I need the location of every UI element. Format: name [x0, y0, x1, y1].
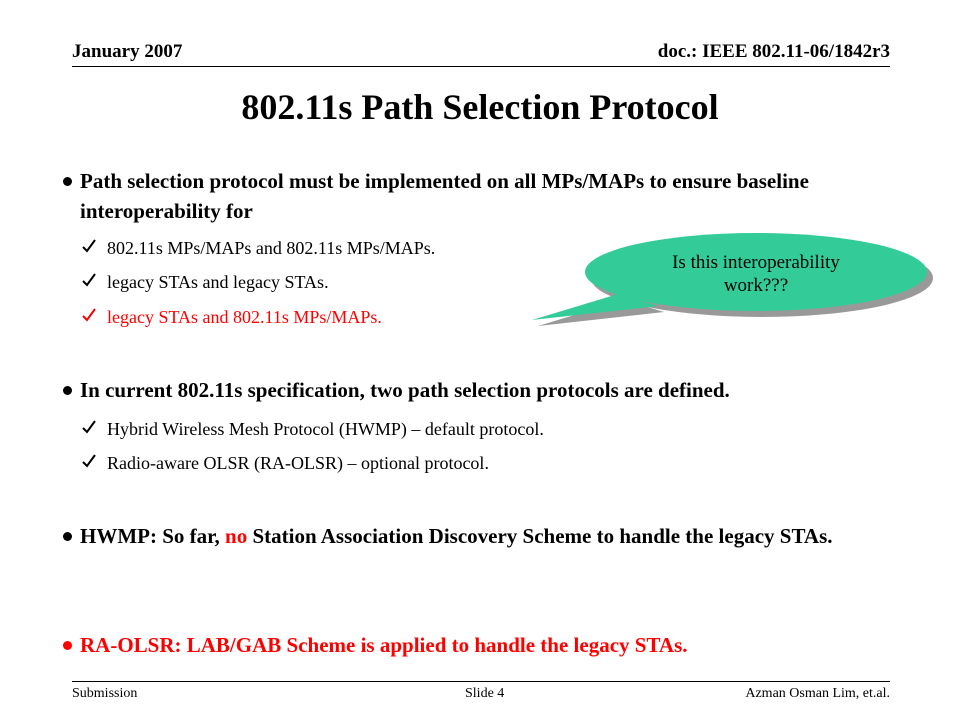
bullet-text: Path selection protocol must be implemented on all MPs/MAPs to ensure baseline interoperability for [80, 169, 809, 223]
sub-bullet-text: legacy STAs and legacy STAs. [107, 272, 329, 292]
bullet-hwmp [80, 521, 900, 551]
callout-text-line1: Is this interoperability [672, 252, 840, 273]
sub-bullet-text: Radio-aware OLSR (RA-OLSR) – optional protocol. [107, 453, 489, 473]
sub-bullet-text: legacy STAs and 802.11s MPs/MAPs. [107, 307, 382, 327]
checkmark-icon [81, 238, 97, 254]
bullet-text: In current 802.11s specification, two path selection protocols are defined. [80, 378, 730, 402]
header-rule [72, 66, 890, 67]
bullet-highlight-word: no [225, 524, 248, 548]
bullet-dot [63, 641, 72, 650]
sub-bullet-hwmp [107, 418, 544, 440]
sub-bullet-legacy-stas [107, 271, 329, 293]
bullet-path-selection [80, 166, 900, 226]
footer-slide-number: Slide 4 [465, 686, 505, 701]
sub-bullet-mps-maps [107, 237, 435, 259]
header-date: January 2007 [72, 41, 183, 62]
bullet-text-after: Station Association Discovery Scheme to handle the legacy STAs. [247, 524, 833, 548]
bullet-current-spec [80, 375, 900, 405]
footer-rule [72, 681, 890, 682]
sub-bullet-text: Hybrid Wireless Mesh Protocol (HWMP) – default protocol. [107, 419, 544, 439]
checkmark-icon [81, 453, 97, 469]
checkmark-icon [81, 307, 97, 323]
callout-text-line2: work??? [723, 275, 789, 296]
bullet-text: RA-OLSR: LAB/GAB Scheme is applied to handle the legacy STAs. [80, 633, 688, 657]
slide-title: 802.11s Path Selection Protocol [241, 87, 719, 127]
bullet-ra-olsr [80, 630, 900, 660]
footer-author: Azman Osman Lim, et.al. [745, 686, 890, 701]
bullet-dot [63, 532, 72, 541]
sub-bullet-legacy-to-mesh [107, 306, 382, 328]
sub-bullet-text: 802.11s MPs/MAPs and 802.11s MPs/MAPs. [107, 238, 436, 258]
sub-bullet-ra-olsr [107, 452, 489, 474]
checkmark-icon [81, 419, 97, 435]
header-doc-number: doc.: IEEE 802.11-06/1842r3 [657, 41, 890, 62]
bullet-dot [63, 386, 72, 395]
bullet-text-before: HWMP: So far, [80, 524, 226, 548]
bullet-dot [63, 177, 72, 186]
checkmark-icon [81, 272, 97, 288]
speech-bubble-callout [500, 228, 940, 348]
footer-submission: Submission [72, 686, 138, 701]
